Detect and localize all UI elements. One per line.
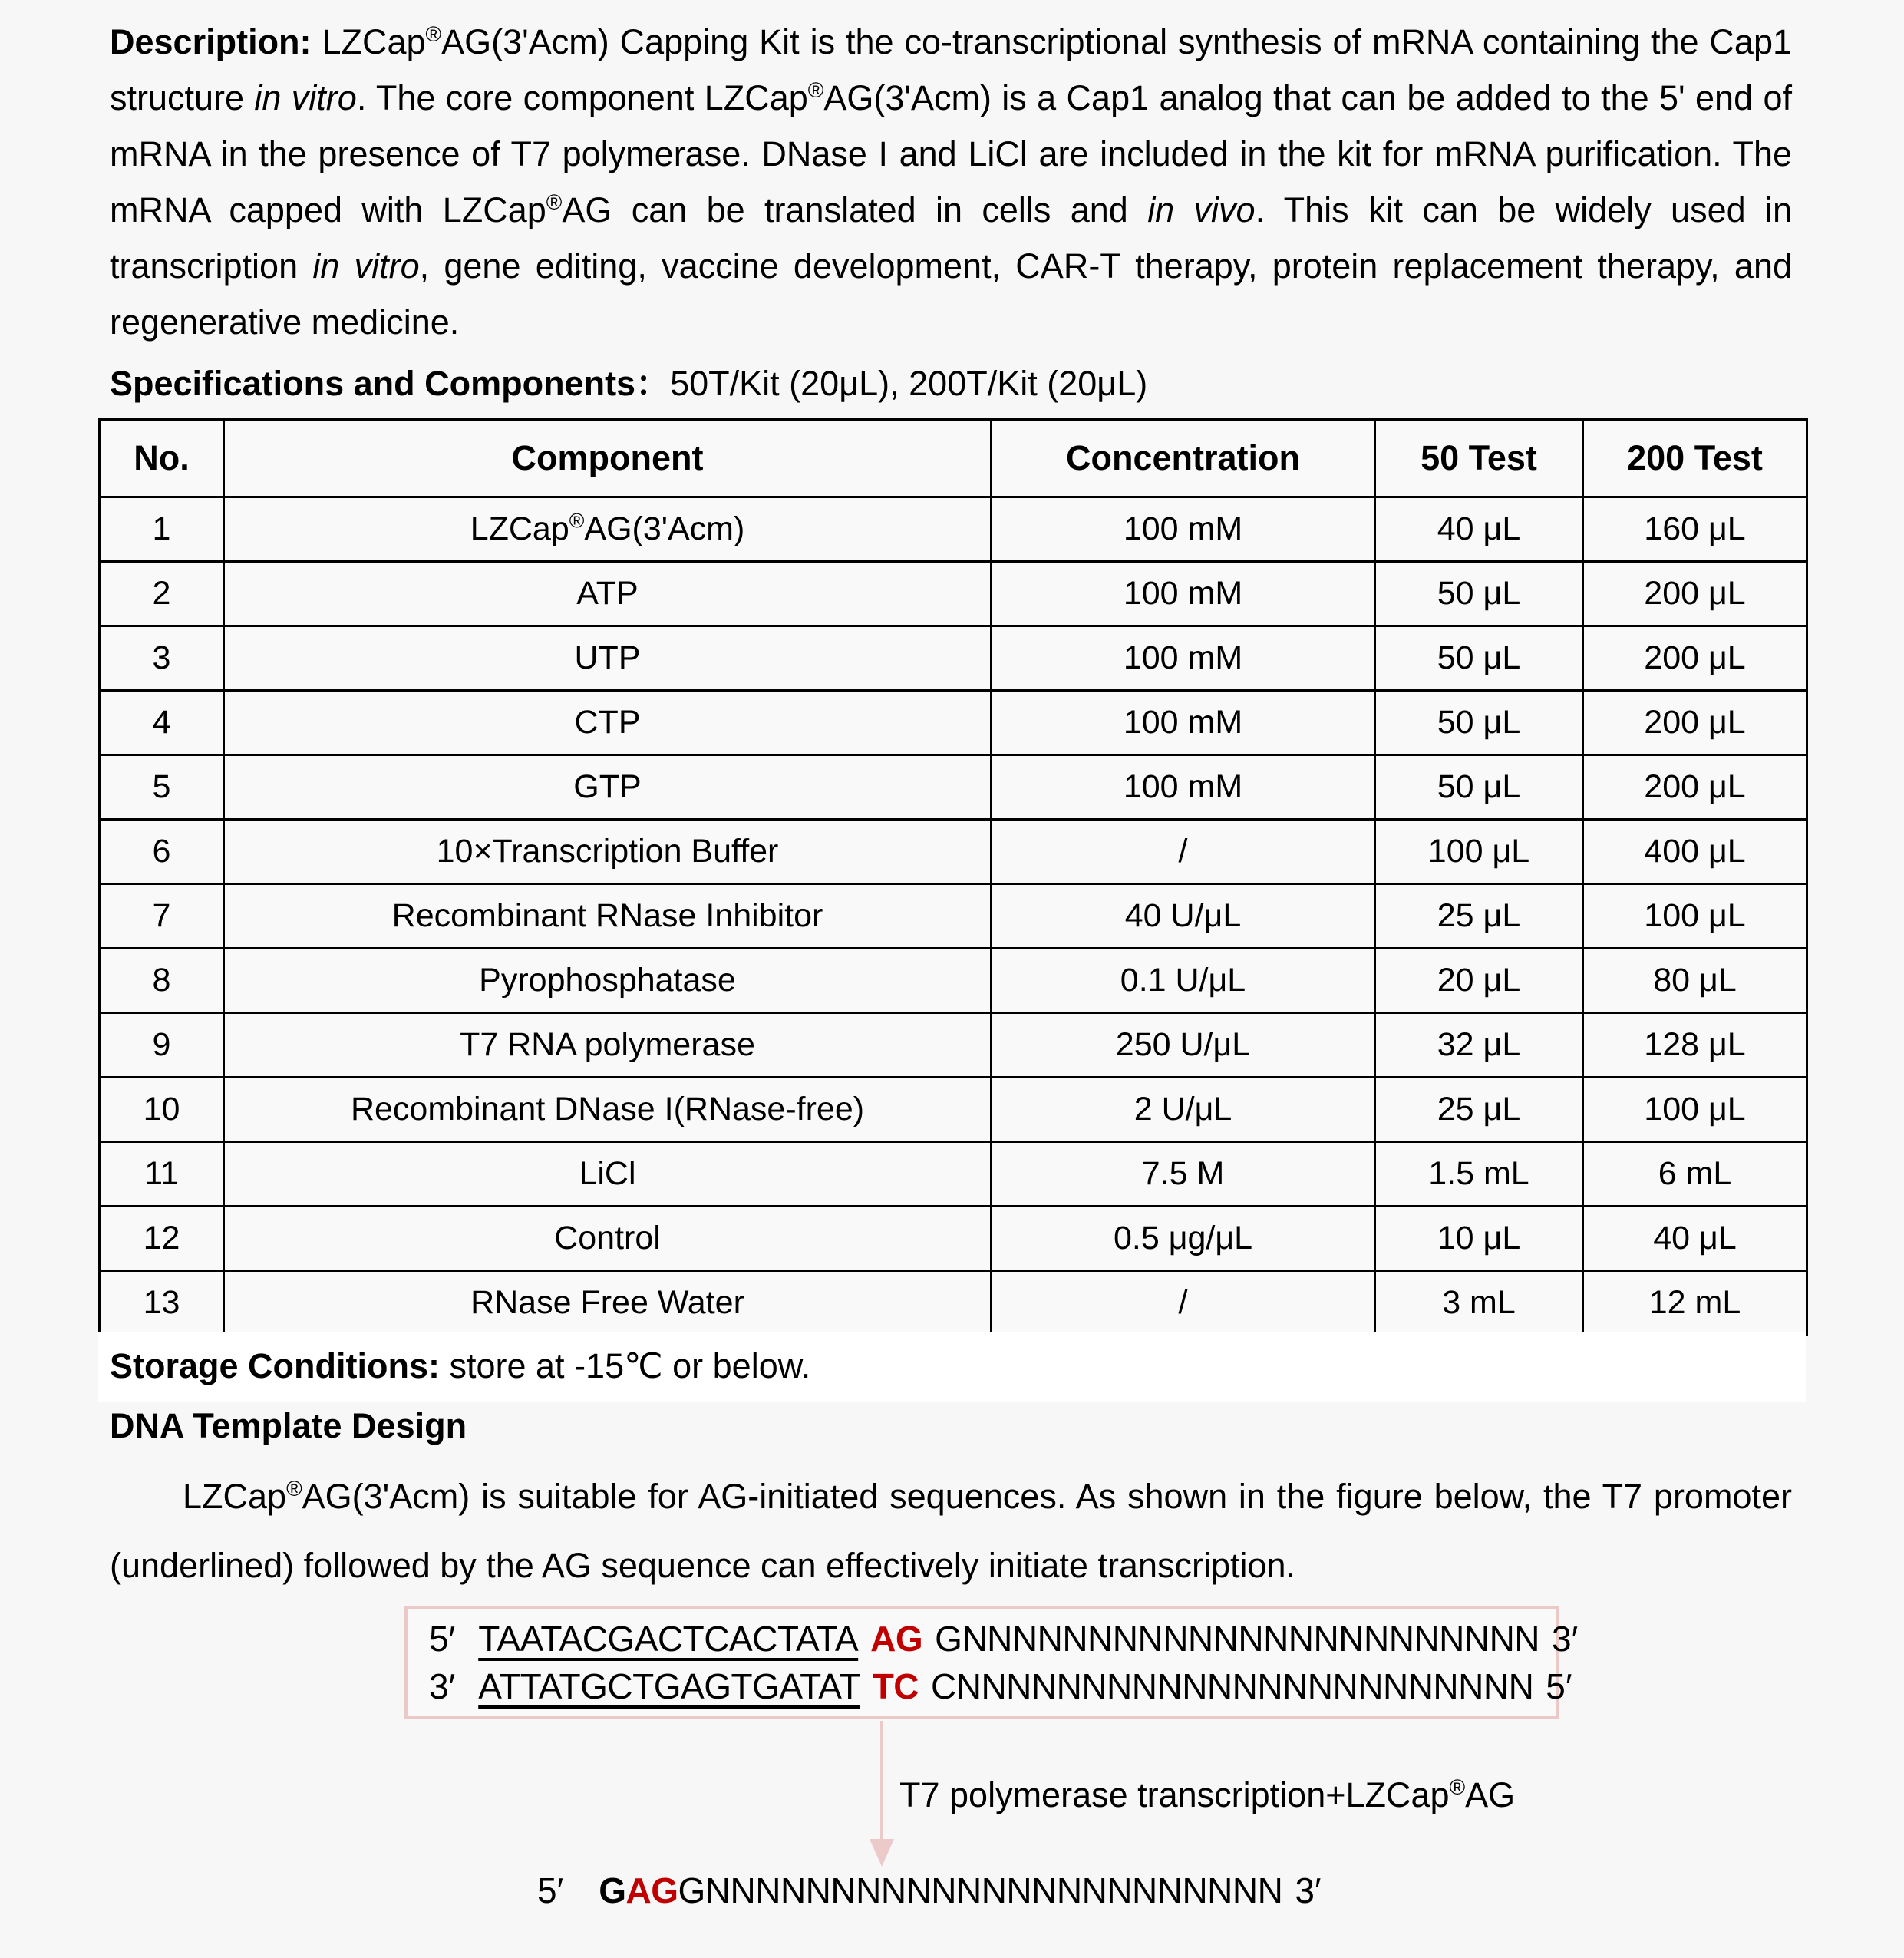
cell-component: T7 RNA polymerase [224, 1013, 992, 1078]
table-row [100, 820, 1807, 884]
cell-no: 5 [100, 755, 224, 820]
cell-component: CTP [224, 691, 992, 755]
description-paragraph [110, 14, 1792, 350]
transcription-arrow-shaft [880, 1721, 883, 1853]
cell-50-test: 25 μL [1375, 884, 1583, 949]
cell-component: Recombinant RNase Inhibitor [224, 884, 992, 949]
specifications-value: 50T/Kit (20μL), 200T/Kit (20μL) [670, 364, 1148, 403]
cell-200-test: 200 μL [1583, 562, 1807, 626]
table-row [100, 497, 1807, 562]
cell-200-test: 200 μL [1583, 691, 1807, 755]
dna-template-design-heading: DNA Template Design [110, 1406, 467, 1445]
dna-template-paragraph [110, 1462, 1792, 1600]
product-5-prime: 5′ [537, 1871, 564, 1910]
bottom-strand-tail: CNNNNNNNNNNNNNNNNNNNNNNN [931, 1666, 1534, 1706]
cell-concentration: 2 U/μL [992, 1078, 1375, 1142]
column-header-component: Component [224, 420, 992, 497]
product-cap-g: G [599, 1871, 626, 1910]
cell-concentration: 100 mM [992, 562, 1375, 626]
bottom-strand-5-prime: 5′ [1546, 1666, 1572, 1706]
cell-no: 2 [100, 562, 224, 626]
cell-component: LZCap®AG(3'Acm) [224, 497, 992, 562]
transcription-arrow-head-icon [870, 1839, 894, 1867]
cell-50-test: 50 μL [1375, 626, 1583, 691]
storage-conditions-value: store at -15℃ or below. [439, 1346, 811, 1385]
cell-200-test: 100 μL [1583, 884, 1807, 949]
column-header-200-test: 200 Test [1583, 420, 1807, 497]
dna-paragraph-post: AG(3'Acm) is suitable for AG-initiated sequences. As shown in the figure below, the T7 promoter (underlined) followed by the AG sequence can effectively initiate transcription. [110, 1477, 1792, 1585]
cell-200-test: 100 μL [1583, 1078, 1807, 1142]
cell-50-test: 40 μL [1375, 497, 1583, 562]
cell-200-test: 80 μL [1583, 949, 1807, 1013]
column-header-no: No. [100, 420, 224, 497]
registered-mark-icon: ® [1449, 1775, 1466, 1799]
table-row [100, 1078, 1807, 1142]
registered-mark-icon: ® [425, 22, 442, 46]
cell-component: UTP [224, 626, 992, 691]
cell-50-test: 32 μL [1375, 1013, 1583, 1078]
cell-50-test: 50 μL [1375, 562, 1583, 626]
top-strand-promoter: TAATACGACTCACTATA [478, 1619, 859, 1659]
arrow-label-pre: T7 polymerase transcription+LZCap [899, 1775, 1450, 1814]
cell-concentration: 0.1 U/μL [992, 949, 1375, 1013]
cell-concentration: 40 U/μL [992, 884, 1375, 949]
top-strand-5-prime: 5′ [429, 1619, 456, 1659]
cell-200-test: 200 μL [1583, 755, 1807, 820]
cell-50-test: 3 mL [1375, 1271, 1583, 1336]
cell-50-test: 50 μL [1375, 691, 1583, 755]
cell-no: 8 [100, 949, 224, 1013]
column-header-50-test: 50 Test [1375, 420, 1583, 497]
cell-50-test: 100 μL [1375, 820, 1583, 884]
table-row [100, 1271, 1807, 1336]
cell-no: 9 [100, 1013, 224, 1078]
cell-concentration: 7.5 M [992, 1142, 1375, 1207]
cell-no: 11 [100, 1142, 224, 1207]
registered-mark-icon: ® [286, 1477, 302, 1501]
table-row [100, 562, 1807, 626]
dna-sequence-box [404, 1606, 1579, 1719]
column-header-concentration: Concentration [992, 420, 1375, 497]
description-body: LZCap®AG(3'Acm) Capping Kit is the co-transcriptional synthesis of mRNA containing the Cap1 structure in vitro. The core component LZCap®AG(3'Acm) is a Cap1 analog that can be added to the 5' end of mRNA in the presence of T7 polymerase. DNase I and LiCl are included in the kit for mRNA purification. The mRNA capped with LZCap®AG can be translated in cells and in vivo. This kit can be widely used in transcription in vitro, gene editing, vaccine development, CAR-T therapy, protein replacement therapy, and regenerative medicine. [110, 22, 1793, 342]
cell-component: GTP [224, 755, 992, 820]
cell-concentration: 100 mM [992, 497, 1375, 562]
cell-concentration: / [992, 820, 1375, 884]
cell-component: Recombinant DNase I(RNase-free) [224, 1078, 992, 1142]
cell-200-test: 6 mL [1583, 1142, 1807, 1207]
top-strand-tail: GNNNNNNNNNNNNNNNNNNNNNNN [935, 1619, 1540, 1659]
cell-no: 7 [100, 884, 224, 949]
cell-no: 6 [100, 820, 224, 884]
cell-no: 12 [100, 1207, 224, 1271]
cell-50-test: 1.5 mL [1375, 1142, 1583, 1207]
table-row [100, 691, 1807, 755]
product-tail: GNNNNNNNNNNNNNNNNNNNNNNN [678, 1871, 1283, 1910]
cell-200-test: 160 μL [1583, 497, 1807, 562]
bottom-strand-promoter: ATTATGCTGAGTGATAT [478, 1666, 860, 1706]
description-block [110, 14, 1792, 350]
top-strand-line [429, 1615, 1579, 1662]
cell-component: Pyrophosphatase [224, 949, 992, 1013]
description-label: Description: [110, 22, 312, 61]
cell-50-test: 25 μL [1375, 1078, 1583, 1142]
specifications-label: Specifications and Components： [110, 364, 671, 403]
table-row [100, 884, 1807, 949]
table-row [100, 1142, 1807, 1207]
registered-mark-icon: ® [807, 78, 824, 102]
table-header-row [100, 420, 1807, 497]
cell-component: 10×Transcription Buffer [224, 820, 992, 884]
cell-50-test: 10 μL [1375, 1207, 1583, 1271]
cell-concentration: 0.5 μg/μL [992, 1207, 1375, 1271]
cell-no: 3 [100, 626, 224, 691]
cell-component: ATP [224, 562, 992, 626]
cell-no: 13 [100, 1271, 224, 1336]
cell-concentration: 100 mM [992, 691, 1375, 755]
specifications-heading [110, 361, 1147, 407]
cell-no: 1 [100, 497, 224, 562]
cell-component: LiCl [224, 1142, 992, 1207]
cell-concentration: 250 U/μL [992, 1013, 1375, 1078]
storage-conditions-label: Storage Conditions: [110, 1346, 440, 1385]
storage-conditions [110, 1342, 810, 1391]
components-table-body [100, 497, 1807, 1336]
table-row [100, 1013, 1807, 1078]
top-strand-highlight: AG [870, 1619, 923, 1659]
product-3-prime: 3′ [1295, 1871, 1322, 1910]
cell-concentration: / [992, 1271, 1375, 1336]
bottom-strand-line [429, 1662, 1572, 1710]
table-row [100, 626, 1807, 691]
cell-concentration: 100 mM [992, 755, 1375, 820]
cell-no: 10 [100, 1078, 224, 1142]
table-row [100, 949, 1807, 1013]
cell-component: RNase Free Water [224, 1271, 992, 1336]
product-mrna-line [537, 1867, 1322, 1914]
cell-concentration: 100 mM [992, 626, 1375, 691]
registered-mark-icon: ® [546, 190, 563, 214]
components-table-wrapper [98, 418, 1806, 1336]
cell-component: Control [224, 1207, 992, 1271]
arrow-label-post: AG [1465, 1775, 1516, 1814]
cell-50-test: 20 μL [1375, 949, 1583, 1013]
table-row [100, 1207, 1807, 1271]
cell-200-test: 128 μL [1583, 1013, 1807, 1078]
cell-200-test: 400 μL [1583, 820, 1807, 884]
product-cap-ag: AG [625, 1871, 678, 1910]
top-strand-3-prime: 3′ [1552, 1619, 1579, 1659]
cell-50-test: 50 μL [1375, 755, 1583, 820]
table-row [100, 755, 1807, 820]
cell-200-test: 200 μL [1583, 626, 1807, 691]
components-table [98, 418, 1808, 1336]
bottom-strand-3-prime: 3′ [429, 1666, 456, 1706]
cell-no: 4 [100, 691, 224, 755]
registered-mark-icon: ® [569, 509, 585, 533]
cell-200-test: 40 μL [1583, 1207, 1807, 1271]
dna-paragraph-pre: LZCap [183, 1477, 287, 1516]
cell-200-test: 12 mL [1583, 1271, 1807, 1336]
transcription-arrow-label [899, 1772, 1515, 1818]
bottom-strand-highlight: TC [872, 1666, 919, 1706]
